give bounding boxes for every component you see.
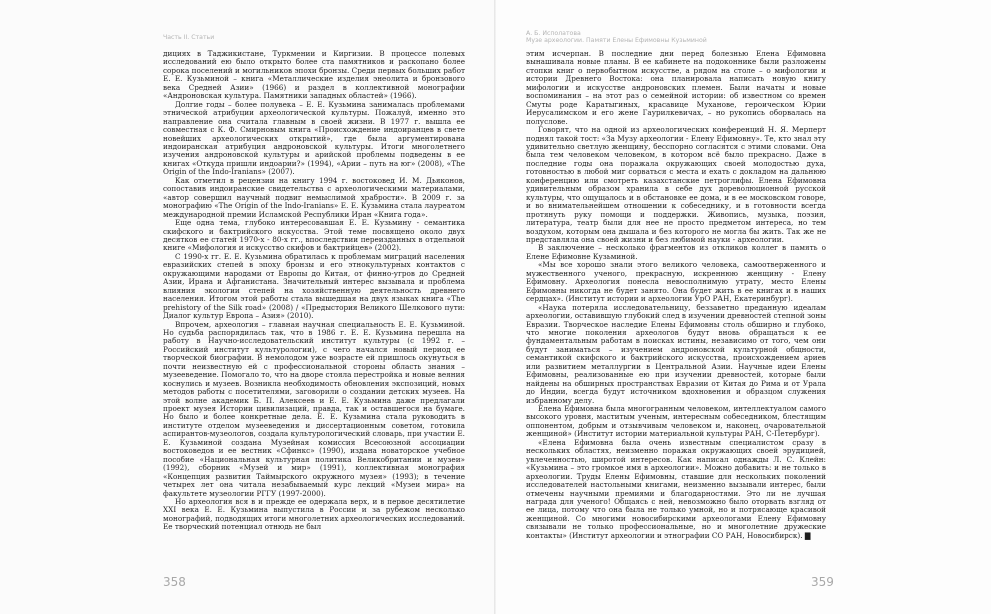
running-head-title: Музе археологии. Памяти Елены Ефимовны Кузьминой	[526, 37, 707, 44]
paragraph: «Елена Ефимовна была очень известным специалистом сразу в нескольких областях, неизменно поражая окружающих своей эрудицией, увлеченностью, широтой интересов. Как написал однажды Л. С. Клейн: «Кузьмина – это громкое имя в археологии». Можно добавить: и не только в археологии. Труды Елены Ефимовны, ставшие для нескольких поколений исследователей настольными книгами, неизменно вызывали интерес, были отмечены научными премиями и благодарностями. Это ли не лучшая награда для ученого! Общаясь с ней, невозможно было оторвать взгляд от ее лица, потому что она была не только умной, но и потрясающе красивой женщиной. Со многими новосибирскими археологами Елену Ефимовну связывали не только профессиональные, но и многолетние дружеские контакты» (Институт археологии и этнографии СО РАН, Новосибирск). ▇	[526, 437, 826, 540]
paragraph: Еще одна тема, глубоко интересовавшая Е. Е. Кузьмину - семантика скифского и бактрийского искусства. Этой теме посвящено около двух десятков ее статей 1970-х - 80-х гг., впоследствии переизданных в отдельной книге «Мифология и искусство скифов и бактрийцев» (2002).	[163, 218, 465, 253]
right-page-text	[526, 50, 826, 540]
paragraph: Говорят, что на одной из археологических конференций Н. Я. Мерперт поднял такой тост: «За Музу археологии - Елену Ефимовну». Те, кто знал эту удивительно светлую женщину, бесспорно согласятся с этими словами. Она была тем человеком человеком, в котором всё было прекрасно. Даже в последние годы она поражала окружающих своей молодостью духа, готовностью в любой миг сорваться с места и ехать с докладом на дальнюю конференцию или смотреть казахстанские петроглифы. Елена Ефимовна удивительным образом хранила в себе дух дореволюционной русской культуры, что ощущалось и в обстановке ее дома, и в ее московском говоре, и во внимательнейшем отношении к собеседнику, и в готовности всегда протянуть руку помощи и поддержки. Живопись, музыка, поэзия, литература, театр были для нее не просто предметом интереса, но тем воздухом, которым она дышала и без которого не могла бы жить. Так же не представляла она своей жизни и без любимой науки - археологии.	[526, 125, 826, 244]
page-number-left: 358	[163, 575, 186, 589]
running-head-right	[526, 30, 707, 44]
paragraph: Елена Ефимовна была многогранным человеком, интеллектуалом самого высокого уровня, маститым ученым, интересным собеседником, блестящим оппонентом, добрым и отзывчивым человеком и, наконец, очаровательной женщиной» (Институт истории материальной культуры РАН, С-Петербург).	[526, 404, 826, 439]
paragraph: Но археология вся в и прежде ее одержала верх, и в первое десятилетие XXI века Е. Е. Кузьмина выпустила в России и за рубежом несколько монографий, подводящих итоги многолетних археологических исследований. Ее творческий потенциал отнюдь не был	[163, 497, 465, 532]
paragraph: Долгие годы – более полувека – Е. Е. Кузьмина занималась проблемами этнической атрибуции археологической культуры. Пожалуй, именно это направление она считала главным в своей жизни. В 1977 г. вышла ее совместная с К. Ф. Смирновым книга «Происхождение индоиранцев в свете новейших археологических открытий», где была аргументирована индоиранская атрибуция андроновской культуры. Итоги многолетнего изучения андроновской культуры и арийской проблемы подведены в ее книгах «Откуда пришли индоарии?» (1994), «Арии – путь на юг» (2008), «The Origin of the Indo-Iranians» (2007).	[163, 99, 465, 177]
right-page	[496, 0, 991, 614]
paragraph: «Мы все хорошо знали этого великого человека, самоотверженного и мужественного ученого, прекрасную, искреннюю женщину - Елену Ефимовну. Археология понесла невосполнимую утрату, место Елены Ефимовны никогда не будет занято. Она будет жить в ее книгах и в наших сердцах». (Институт истории и археологии УрО РАН, Екатеринбург).	[526, 260, 826, 304]
paragraph: «Наука потеряла исследовательницу, беззаветно преданную идеалам археологии, оставившую глубокий след в изучении древностей степной зоны Евразии. Творческое наследие Елены Ефимовны столь обширно и глубоко, что многие поколения археологов будут вновь обращаться к ее фундаментальным работам в поисках истины, независимо от того, чем они будут заниматься – изучением андроновской культурной общности, семантикой скифского и бактрийского искусства, происхождением ариев или развитием металлургии в Центральной Азии. Научные идеи Елены Ефимовны, реализованные ею при изучении древностей, которые были найдены на обширных пространствах Евразии от Китая до Рима и от Урала до Индии, всегда будут источником вдохновения и образцом служения избранному делу.	[526, 302, 826, 405]
page-number-right: 359	[811, 575, 834, 589]
paragraph: Впрочем, археология – главная научная специальность Е. Е. Кузьминой. Но судьба распорядилась так, что в 1986 г. Е. Е. Кузьмина перешла на работу в Научно-исследовательский институт культуры (с 1992 г. – Российский институт культурологии), с чего начался новый период ее творческой биографии. В немолодом уже возрасте ей пришлось окунуться в почти неизвестную ей с профессиональной стороны область знания – музееведение. Помогало то, что на дворе стояла перестройка и новые веяния коснулись и музеев. Возникла необходимость обновления экспозиций, новых методов работы с посетителями, заговорили о создании детских музеев. На этой волне академик Б. П. Алексеев и Е. Е. Кузьмина даже предлагали проект музея Истории цивилизаций, правда, так и оставшегося на бумаге. Но было и более конкретные дела. Е. Е. Кузьмина стала руководить в институте отделом музееведения и диссертационным советом, готовила аспирантов-музеологов, создала культурологический словарь, при участии Е. Е. Кузьминой создана Музейная комиссия Всесоюзной ассоциации востоковедов и ее вестник «Сфинкс» (1990), издана новаторское учебное пособие «Национальная культурная политика Великобритании и музеи» (1992), сборник «Музей и мир» (1991), коллективная монография «Концепция развития Таймырского окружного музея» (1993); в течение четырех лет она читала незабываемый курс лекций «Музеи мира» на факультете музеологии РГГУ (1997-2000).	[163, 319, 465, 498]
paragraph: Как отметил в рецензии на книгу 1994 г. востоковед И. М. Дьяконов, сопоставив индоиранские свидетельства с археологическими материалами, «автор совершил научный подвиг немыслимой храбрости». В 2009 г. за монографию «The Origin of the Indo-Iranians» Е. Е. Кузьмина стала лауреатом международной премии Исламской Республики Иран «Книга года».	[163, 175, 465, 219]
paragraph: дициях в Таджикистане, Туркмении и Киргизии. В процессе полевых исследований ею было открыто более ста памятников и раскопано более сорока поселений и могильников эпохи бронзы. Среди первых больших работ Е. Е. Кузьминой – книга «Металлические изделия энеолита и бронзового века Средней Азии» (1966) и раздел в коллективной монографии «Андроновская культура. Памятники западных областей» (1966).	[163, 49, 465, 101]
running-head-left: Часть II. Статьи	[163, 34, 215, 41]
left-page-text	[163, 50, 465, 532]
left-page	[0, 0, 495, 614]
paragraph: этим исчерпан. В последние дни перед болезнью Елена Ефимовна вынашивала новые планы. В ее кабинете на подоконнике были разложены стопки книг о первобытном искусстве, а рядом на столе – о мифологии и истории Древнего Востока: она планировала написать новую книгу мифологии и искусстве андроновских племен. Были начаты и новые воспоминания – на этот раз о семейной истории: об известном со времен Смуты роде Каратыгиных, красавице Муханове, героическом Юрии Иерусалимском и его жене Гаурилкевичах, – но рукопись оборвалась на полуслове.	[526, 49, 826, 126]
paragraph: В заключение – несколько фрагментов из откликов коллег в память о Елене Ефимовне Кузьминой.	[526, 243, 826, 261]
running-head-author: А. Б. Исполатова	[526, 30, 581, 37]
paragraph: С 1990-х гг. Е. Е. Кузьмина обратилась к проблемам миграций населения евразийских степей в эпоху бронзы и его этнокультурных контактов с окружающими народами от Европы до Китая, от финно-угров до Средней Азии, Ирана и Афганистана. Значительный интерес вызывала и проблема влияния экологии степей на хозяйственную деятельность древнего населения. Итогом этой работы стала вышедшая на двух языках книга «The prehistory of the Silk road» (2008) / «Предыстория Великого Шелкового пути: Диалог культур Европа – Азия» (2010).	[163, 251, 465, 321]
